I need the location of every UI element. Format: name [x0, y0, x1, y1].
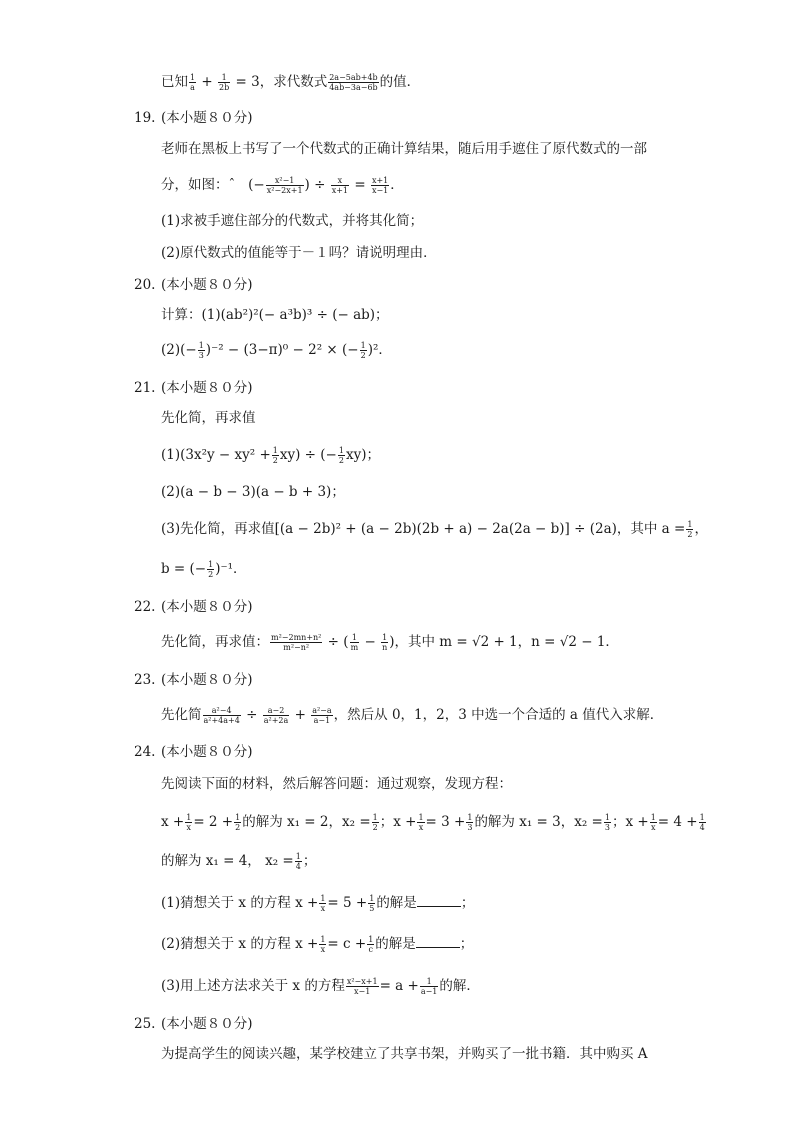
q24-sub-2: (2)猜想关于 x 的方程 x + $\frac{1}{x}$ = c + $\frac{1}{c}$ 的解是 ；	[161, 935, 474, 954]
q22-header: 22. (本小题８０分)	[134, 599, 253, 615]
q21-header: 21. (本小题８０分)	[134, 380, 253, 396]
fraction: $\frac{\text{a²−a}}{a-1}$	[312, 706, 332, 725]
q21-intro: 先化简，再求值	[161, 410, 256, 426]
fraction: $\frac{1}{4}$	[295, 852, 301, 871]
q21-sub-2: (2)(a − b − 3)(a − b + 3)；	[161, 484, 345, 500]
q20-header: 20. (本小题８０分)	[134, 277, 253, 293]
fraction: $\frac{2a-5ab+4b}{4ab-3a-6b}$	[329, 73, 378, 92]
q19-sub-1: (1)求被手遮住部分的代数式，并将其化简；	[161, 213, 424, 229]
q24-sub-3: (3)用上述方法求关于 x 的方程 $\frac{\text{x²−x+1}}{x-1}$ = a + $\frac{1}{a-1}$ 的解．	[161, 977, 480, 996]
q24-line-1: x + $\frac{1}{x}$ = 2 + $\frac{1}{2}$ 的解为 x₁ = 2，x₂ = $\frac{1}{2}$ ；x + $\frac{1}{x}$ = 3 + $\frac{1}{3}$ 的解为 x₁ = 3，x₂ = $\frac{1}{3}$ ；x + $\frac{1}{x}$ = 4 + $\frac{1}{4}$	[161, 813, 705, 832]
fraction: $\frac{x+1}{x-1}$	[371, 176, 389, 195]
q23-body: 先化简 $\frac{\text{a²−4}}{\text{a²+4a+4}}$ ÷ $\frac{a-2}{\text{a²+2a}}$ + $\frac{\text{a²−a}}{a-1}$ ，然后从 0，1，2，3 中选一个合适的 a 值代入求解．	[161, 706, 664, 725]
fraction: $\frac{1}{m}$	[350, 633, 359, 652]
fraction: $\frac{1}{x}$	[650, 813, 656, 832]
answer-blank[interactable]	[417, 894, 461, 907]
fraction: $\frac{1}{a}$	[190, 73, 196, 92]
fraction: $\frac{1}{2}$	[338, 446, 344, 465]
q21-sub-1: (1)(3x²y − xy² + $\frac{1}{2}$ xy) ÷ (− $\frac{1}{2}$ xy)；	[161, 446, 380, 465]
fraction: $\frac{1}{2}$	[687, 520, 693, 539]
fraction: $\frac{\text{m²−2mn+n²}}{\text{m²−n²}}$	[271, 633, 322, 652]
fraction: $\frac{1}{a-1}$	[420, 977, 438, 996]
fraction: $\frac{x}{x+1}$	[331, 176, 349, 195]
q23-header: 23. (本小题８０分)	[134, 672, 253, 688]
q21-sub-3: (3)先化简，再求值[(a − 2b)² + (a − 2b)(2b + a) − 2a(2a − b)] ÷ (2a)，其中 a = $\frac{1}{2}$ ，	[161, 520, 708, 539]
q19-formula-line: 分，如图：ˆ (− $\frac{\text{x²−1}}{\text{x²−2x+1}}$ ) ÷ $\frac{x}{x+1}$ = $\frac{x+1}{x-1}$ ．	[161, 176, 404, 195]
answer-blank[interactable]	[416, 935, 460, 948]
fraction: $\frac{1}{2}$	[360, 341, 366, 360]
q20-sub-2: (2)(− $\frac{1}{3}$ )⁻² − (3−π)⁰ − 2² × (− $\frac{1}{2}$ )²．	[161, 341, 392, 360]
fraction: $\frac{1}{3}$	[198, 341, 204, 360]
fraction: $\frac{1}{x}$	[320, 935, 326, 954]
q19-sub-2: (2)原代数式的值能等于－１吗？请说明理由．	[161, 245, 437, 261]
q20-sub-1: 计算：(1)(ab²)²(− a³b)³ ÷ (− ab)；	[161, 307, 389, 323]
fraction: $\frac{1}{4}$	[699, 813, 705, 832]
fraction: $\frac{1}{3}$	[467, 813, 473, 832]
q24-line-2: 的解为 x₁ = 4， x₂ = $\frac{1}{4}$ ；	[161, 852, 317, 871]
fraction: $\frac{1}{2}$	[372, 813, 378, 832]
fraction: $\frac{1}{x}$	[418, 813, 424, 832]
fraction: $\frac{1}{2}$	[208, 560, 214, 579]
fraction: $\frac{a-2}{\text{a²+2a}}$	[263, 706, 289, 725]
fraction: $\frac{1}{n}$	[382, 633, 388, 652]
fraction: $\frac{\text{a²−4}}{\text{a²+4a+4}}$	[203, 706, 240, 725]
fraction: $\frac{\text{x²−x+1}}{x-1}$	[346, 977, 378, 996]
fraction: $\frac{1}{2b}$	[219, 73, 230, 92]
fraction: $\frac{1}{3}$	[604, 813, 610, 832]
q25-header: 25. (本小题８０分)	[134, 1016, 253, 1032]
fraction: $\frac{1}{5}$	[369, 894, 375, 913]
fraction: $\frac{\text{x²−1}}{\text{x²−2x+1}}$	[266, 176, 303, 195]
fraction: $\frac{1}{x}$	[186, 813, 192, 832]
fraction: $\frac{1}{c}$	[368, 935, 374, 954]
fraction: $\frac{1}{2}$	[272, 446, 278, 465]
q21-sub-3-cont: b = (− $\frac{1}{2}$ )⁻¹．	[161, 560, 247, 579]
q24-intro: 先阅读下面的材料，然后解答问题：通过观察，发现方程：	[161, 776, 512, 792]
q22-body: 先化简，再求值： $\frac{\text{m²−2mn+n²}}{\text{m²−n²}}$ ÷ ( $\frac{1}{m}$ − $\frac{1}{n}$ )，其中 m = √2 + 1，n = √2 − 1．	[161, 633, 619, 652]
fraction: $\frac{1}{2}$	[235, 813, 241, 832]
q19-paragraph-1: 老师在黑板上书写了一个代数式的正确计算结果，随后用手遮住了原代数式的一部	[161, 141, 647, 157]
q18-line: 已知 $\frac{1}{a}$ + $\frac{1}{2b}$ = 3，求代数式 $\frac{2a-5ab+4b}{4ab-3a-6b}$ 的值．	[161, 73, 421, 92]
q24-header: 24. (本小题８０分)	[134, 744, 253, 760]
fraction: $\frac{1}{x}$	[320, 894, 326, 913]
q25-paragraph-1: 为提高学生的阅读兴趣，某学校建立了共享书架，并购买了一批书籍．其中购买 A	[161, 1046, 648, 1062]
q19-header: 19. (本小题８０分)	[134, 110, 253, 126]
q24-sub-1: (1)猜想关于 x 的方程 x + $\frac{1}{x}$ = 5 + $\frac{1}{5}$ 的解是 ；	[161, 894, 475, 913]
